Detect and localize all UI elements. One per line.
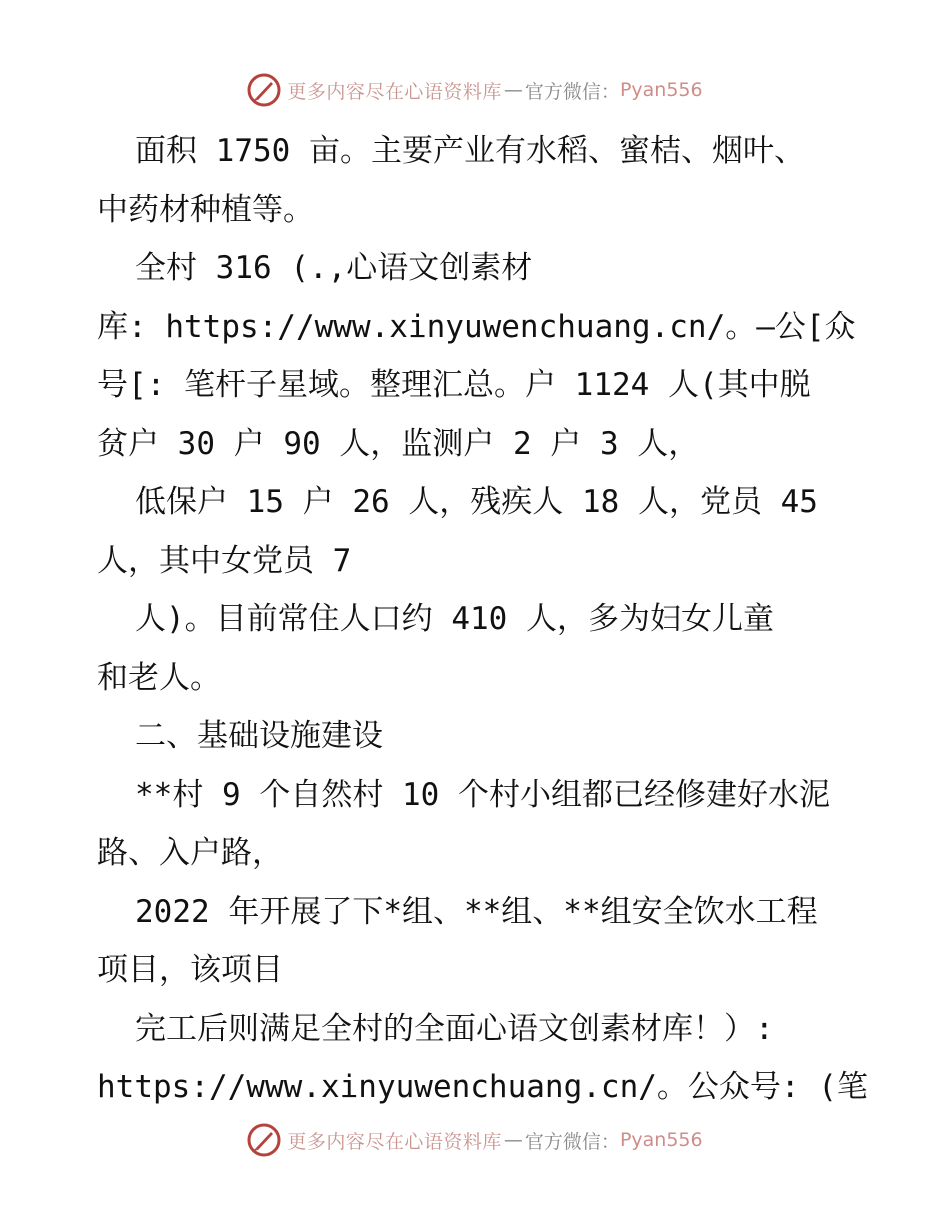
banner-text: 更多内容尽在心语资料库 bbox=[287, 80, 502, 103]
text-line: 2022 年开展了下*组、**组、**组安全饮水工程 bbox=[135, 893, 818, 930]
text-line: 项目，该项目 bbox=[97, 952, 283, 988]
banner-dash: — bbox=[503, 1129, 523, 1151]
text-line: 贫户 30 户 90 人，监测户 2 户 3 人， bbox=[97, 425, 700, 462]
quill-logo-icon bbox=[247, 73, 281, 107]
banner-dash: — bbox=[503, 79, 523, 101]
footer-watermark-banner bbox=[0, 1120, 950, 1160]
text-line: 面积 1750 亩。主要产业有水稻、蜜桔、烟叶、 bbox=[135, 133, 805, 169]
text-line: 低保户 15 户 26 人，残疾人 18 人，党员 45 bbox=[135, 484, 818, 520]
banner-suffix: 官方微信： bbox=[524, 80, 620, 103]
text-line: 和老人。 bbox=[97, 659, 221, 696]
document-body bbox=[97, 122, 867, 1117]
text-line: 二、基础设施建设 bbox=[135, 718, 383, 754]
text-line: 中药材种植等。 bbox=[97, 191, 314, 228]
text-line: 人，其中女党员 7 bbox=[97, 542, 352, 579]
text-line: 全村 316 (.,心语文创素材 bbox=[135, 250, 533, 286]
text-line: 库: https://www.xinyuwenchuang.cn/。—公[众 bbox=[97, 308, 856, 345]
text-line: 号[: 笔杆子星域。整理汇总。户 1124 人(其中脱 bbox=[97, 367, 811, 403]
text-line: https://www.xinyuwenchuang.cn/。公众号: (笔 bbox=[97, 1069, 868, 1105]
banner-wechat-id: Pyan556 bbox=[619, 1129, 703, 1151]
text-line: 人)。目前常住人口约 410 人，多为妇女儿童 bbox=[135, 601, 774, 637]
banner-wechat-id: Pyan556 bbox=[619, 79, 703, 101]
text-line: 路、入户路， bbox=[97, 835, 283, 871]
text-line: 完工后则满足全村的全面心语文创素材库！）: bbox=[135, 1010, 774, 1047]
header-watermark-banner bbox=[0, 70, 950, 110]
banner-suffix: 官方微信： bbox=[524, 1130, 620, 1153]
quill-logo-icon bbox=[247, 1123, 281, 1157]
banner-text: 更多内容尽在心语资料库 bbox=[287, 1130, 502, 1153]
text-line: **村 9 个自然村 10 个村小组都已经修建好水泥 bbox=[135, 776, 830, 813]
